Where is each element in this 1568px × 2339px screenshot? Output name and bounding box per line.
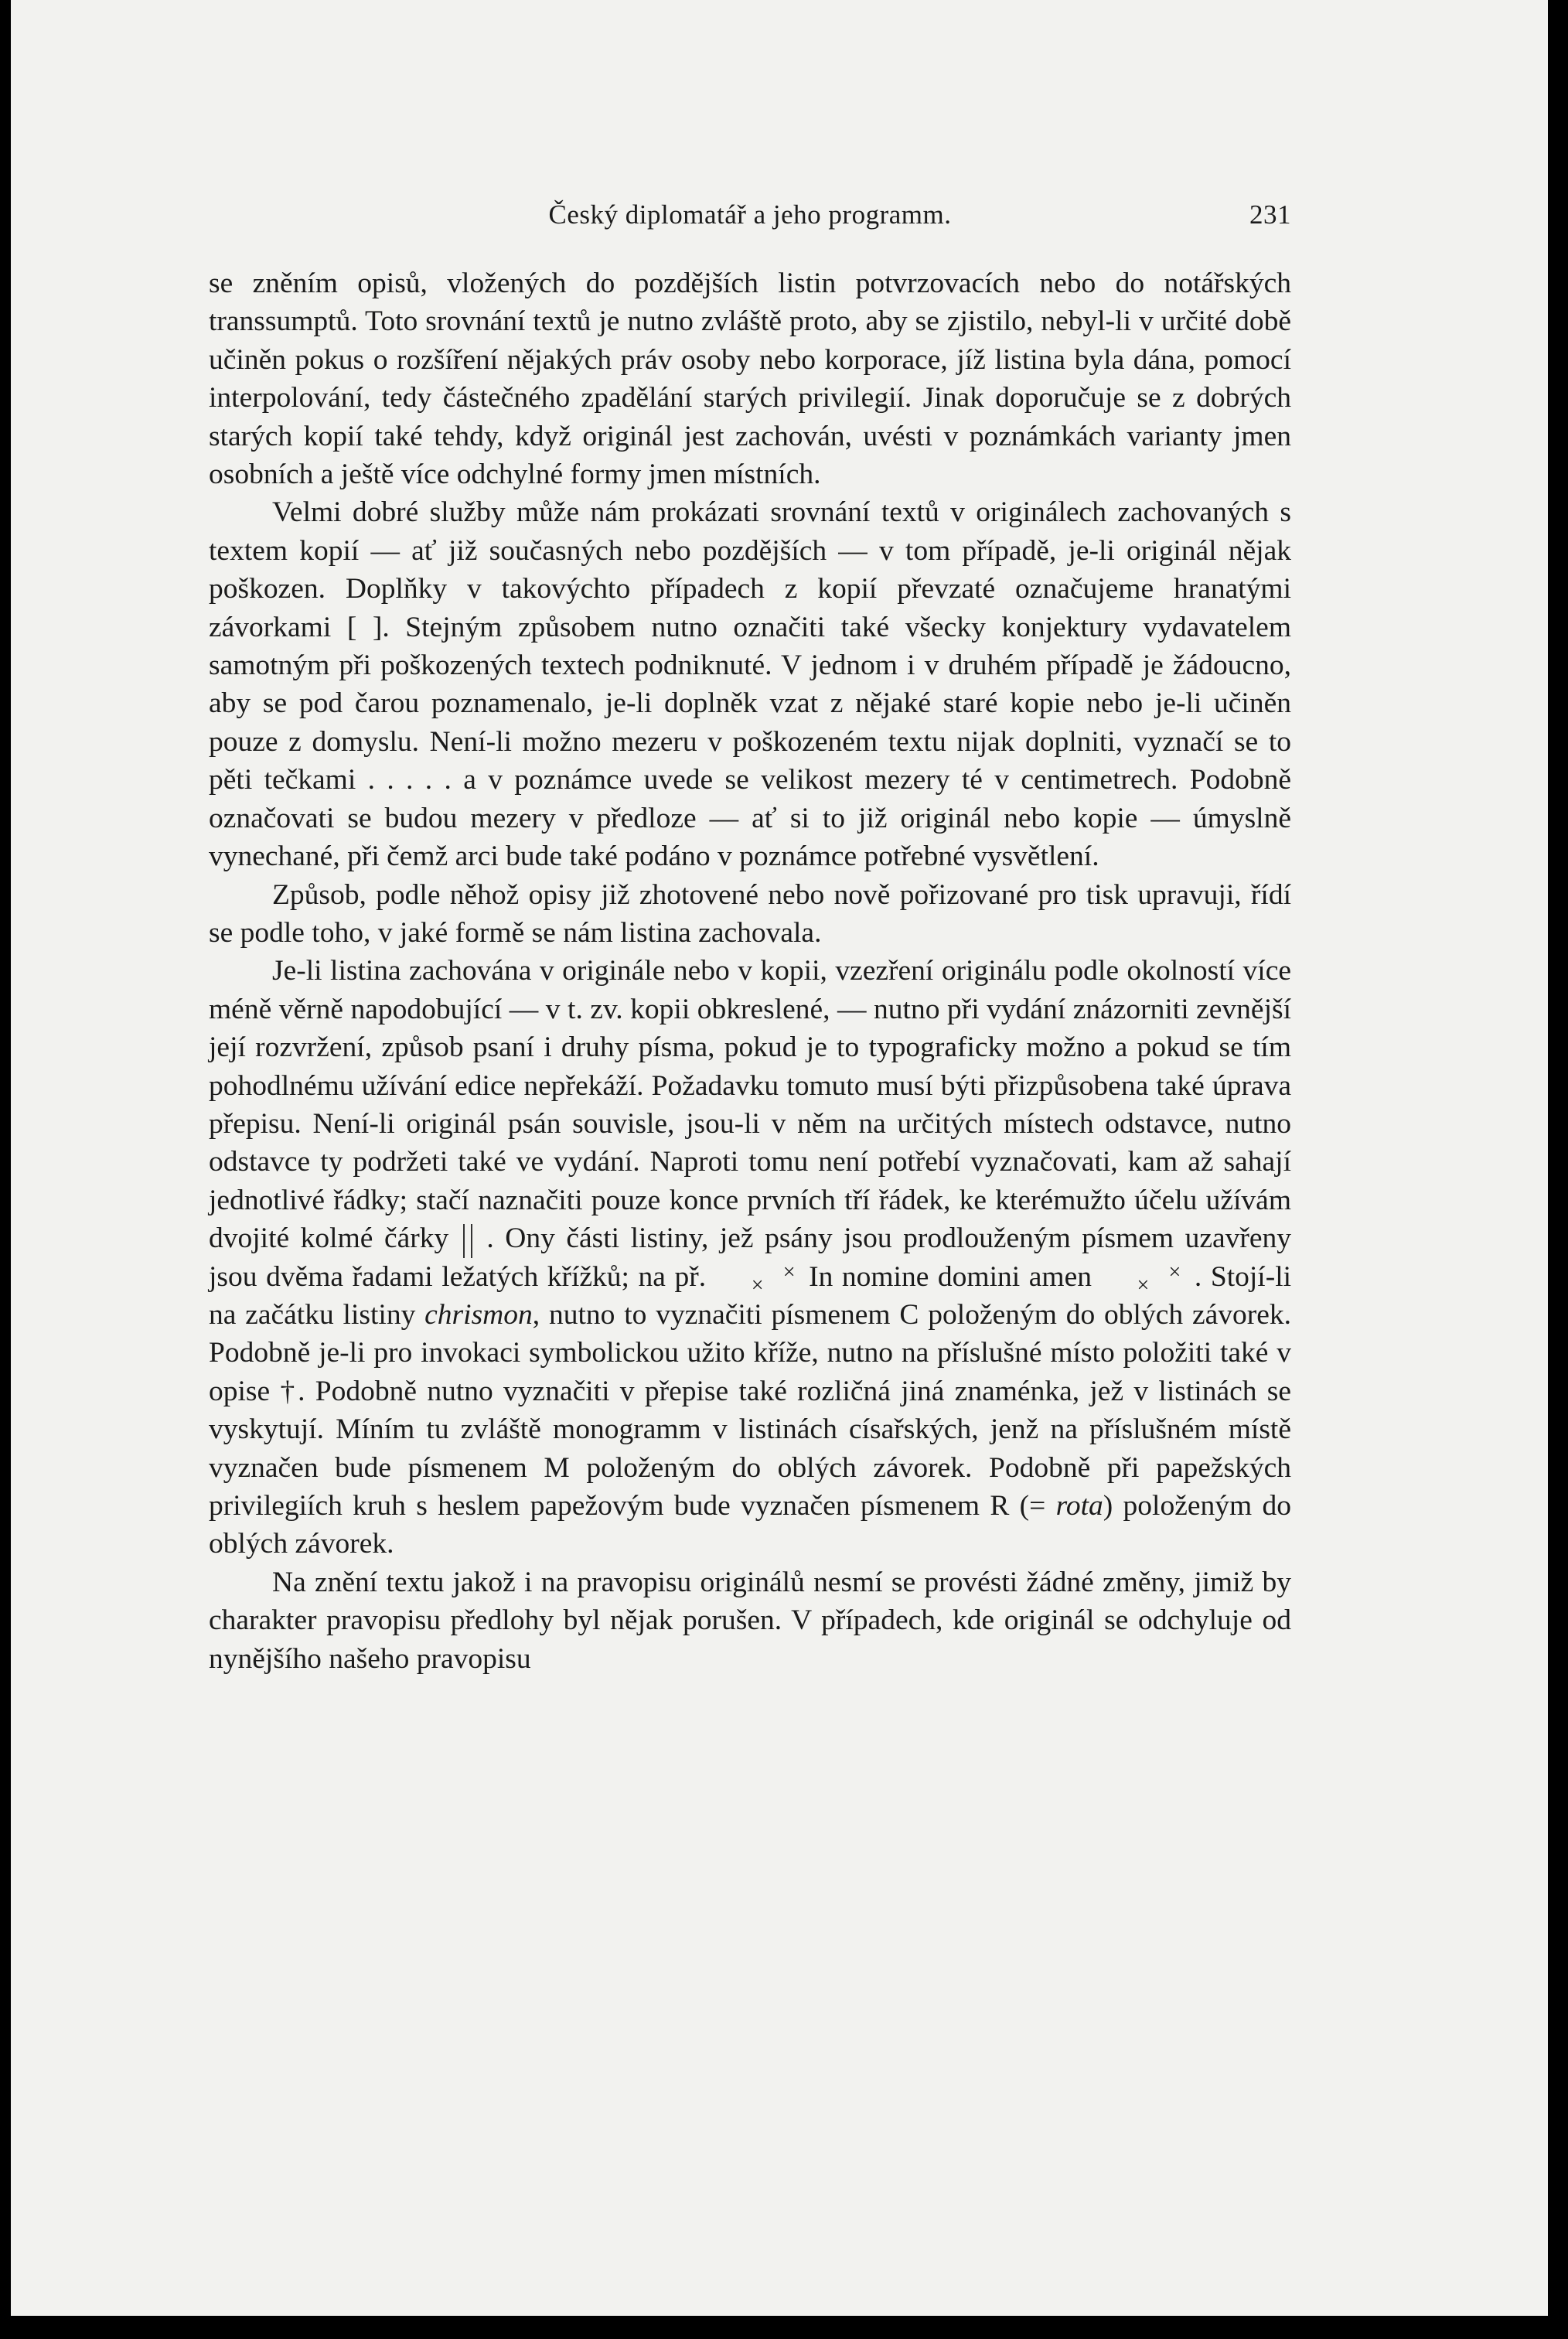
equals-symbol: = [1029, 1490, 1046, 1522]
scan-left-border [0, 0, 11, 2339]
double-vertical-bars-icon [463, 1224, 472, 1258]
paragraph-4-part-2: . Ony části listiny, jež psány jsou prodlouženým písmem uzavřeny jsou dvěma řadami ležatých křížků; na př. [209, 1222, 1292, 1293]
paragraph-5: Na znění textu jakož i na pravopisu originálů nesmí se provésti žádné změny, jimiž by charakter pravopisu předlohy byl nějak porušen. V případech, kde originál se odchyluje od nynějšího našeho pravopisu [209, 1566, 1291, 1675]
document-page [209, 186, 1291, 1678]
paragraph-4-part-6: . Podobně nutno vyznačiti v přepise také rozličná jiná znaménka, jež v listinách se vyskytují. Míním tu zvláště monogramm v listinách císařských, jenž na příslušném místě vyznačen bude písmenem M položeným do oblých závorek. Podobně při papežských privilegiích kruh s heslem papežovým bude vyznačen písmenem R ( [209, 1375, 1292, 1522]
italic-term: chrismon [424, 1298, 533, 1331]
running-header [209, 186, 1291, 237]
small-cross-icon: × × [1137, 1260, 1181, 1297]
scan-right-border [1548, 0, 1568, 2339]
paragraph-4-part-4: . Stojí-li na začátku listiny [209, 1260, 1292, 1331]
paragraph-4-part-3: In nomine domini amen [809, 1260, 1092, 1293]
paragraph-4-part-1: Je-li listina zachována v originále nebo v kopii, vzezření originálu podle okolností více méně věrně napodobující — v t. zv. kopii obkreslené, — nutno při vydání znázorniti zevnější její rozvržení, způsob psaní i druhy písma, pokud je to typograficky možno a pokud se tím pohodlnému užívání edice nepřekáží. Požadavku tomuto musí býti přizpůsobena také úprava přepisu. Není-li originál psán souvisle, jsou-li v něm na určitých místech odstavce, nutno odstavce ty podržeti také ve vydání. Naproti tomu není potřebí vyznačovati, kam až sahají jednotlivé řádky; stačí naznačiti pouze konce prvních tří řádek, ke kterémužto účelu užívám dvojité kolmé čárky [209, 955, 1291, 1255]
paragraph-2: Velmi dobré služby může nám prokázati srovnání textů v originálech zachovaných s textem kopií — ať již současných nebo pozdějších — v tom případě, je-li originál nějak poškozen. Doplňky v takovýchto případech z kopií převzaté označujeme hranatými závorkami [ ]. Stejným způsobem nutno označiti také všecky konjektury vydavatelem samotným při poškozených textech podniknuté. V jednom i v druhém případě je žádoucno, aby se pod čarou poznamenalo, je-li doplněk vzat z nějaké staré kopie nebo je-li učiněn pouze z domyslu. Není-li možno mezeru v poškozeném textu nijak doplniti, vyznačí se to pěti tečkami . . . . . a v poznámce uvede se velikost mezery té v centimetrech. Podobně označovati se budou mezery v předloze — ať si to již originál nebo kopie — úmyslně vynechané, při čemž arci bude také podáno v poznámce potřebné vysvětlení. [209, 496, 1291, 873]
running-title: Český diplomatář a jeho programm. [548, 199, 952, 230]
dagger-cross-icon: † [280, 1375, 298, 1407]
small-cross-icon: × × [751, 1260, 796, 1297]
paragraph-3: Způsob, podle něhož opisy již zhotovené nebo nově pořizované pro tisk upravuji, řídí se podle toho, v jaké formě se nám listina zachovala. [209, 878, 1291, 949]
paragraph-4-part-7: ) položeným do oblých závorek. [209, 1490, 1291, 1560]
scan-bottom-border [0, 2316, 1568, 2339]
paragraph-4-part-5: , nutno to vyznačiti písmenem C položeným do oblých závorek. Podobně je-li pro invokaci symbolickou užito kříže, nutno na příslušné místo položiti také v opise [209, 1298, 1291, 1407]
body-text [209, 264, 1291, 1678]
page-number: 231 [1249, 199, 1291, 230]
italic-rota: rota [1055, 1490, 1103, 1522]
paragraph-4 [209, 952, 1291, 1563]
paragraph-1: se zněním opisů, vložených do pozdějších listin potvrzovacích nebo do notářských transsumptů. Toto srovnání textů je nutno zvláště proto, aby se zjistilo, nebyl-li v určité době učiněn pokus o rozšíření nějakých práv osoby nebo korporace, jíž listina byla dána, pomocí interpolování, tedy částečného zpadělání starých privilegií. Jinak doporučuje se z dobrých starých kopií také tehdy, když originál jest zachován, uvésti v poznámkách varianty jmen osobních a ještě více odchylné formy jmen místních. [209, 268, 1291, 491]
